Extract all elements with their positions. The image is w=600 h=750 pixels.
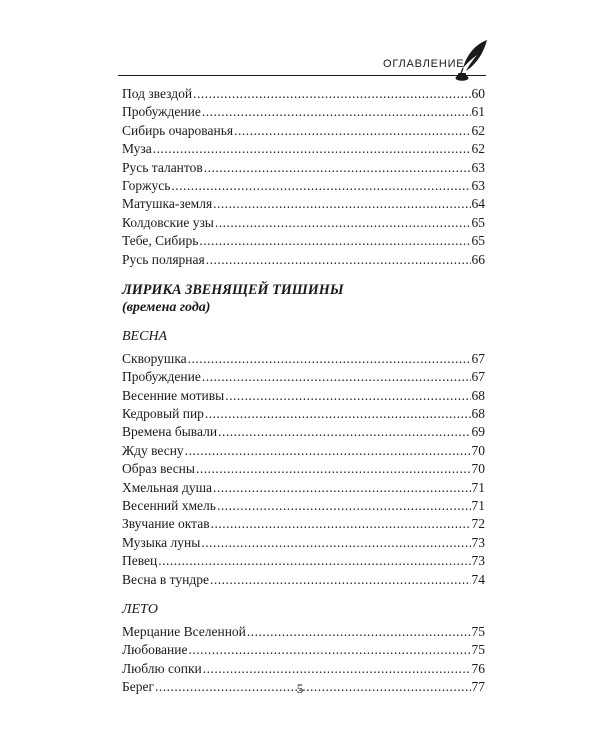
dot-leader — [234, 122, 470, 140]
dot-leader — [210, 571, 471, 589]
toc-entry — [122, 552, 485, 570]
dot-leader — [158, 552, 470, 570]
toc-entry — [122, 350, 485, 368]
entry-page-number: 69 — [471, 424, 485, 440]
toc-entry — [122, 571, 485, 589]
dot-leader — [189, 641, 471, 659]
entry-page-number: 77 — [471, 679, 485, 695]
entry-page-number: 65 — [471, 214, 485, 230]
entry-page-number: 63 — [471, 177, 485, 193]
entry-page-number: 60 — [471, 86, 485, 101]
dot-leader — [153, 140, 471, 158]
dot-leader — [196, 460, 471, 478]
entry-page-number: 70 — [471, 461, 485, 477]
entry-title: Мерцание Вселенной — [122, 623, 246, 639]
entry-title: Образ весны — [122, 461, 195, 477]
subsection — [122, 328, 485, 589]
toc-entry — [122, 623, 485, 641]
header-rule — [118, 75, 486, 76]
toc-entry — [122, 140, 485, 158]
entry-title: Кедровый пир — [122, 406, 204, 422]
entry-title: Весна в тундре — [122, 571, 209, 587]
entry-title: Пробуждение — [122, 369, 201, 385]
toc-entry — [122, 232, 485, 250]
toc-entry — [122, 423, 485, 441]
entry-page-number: 72 — [471, 516, 485, 532]
entry-title: Тебе, Сибирь — [122, 233, 199, 249]
entry-page-number: 68 — [471, 387, 485, 403]
dot-leader — [247, 623, 471, 641]
entry-title: Под звездой — [122, 86, 193, 101]
toc-entry — [122, 387, 485, 405]
entry-title: Муза — [122, 141, 152, 157]
entry-page-number: 71 — [471, 498, 485, 514]
entry-page-number: 62 — [471, 122, 485, 138]
entry-title: Звучание октав — [122, 516, 210, 532]
header-title: ОГЛАВЛЕНИЕ — [383, 58, 465, 70]
entry-page-number: 62 — [471, 141, 485, 157]
dot-leader — [185, 442, 471, 460]
dot-leader — [203, 660, 471, 678]
entry-page-number: 74 — [471, 571, 485, 587]
dot-leader — [202, 368, 471, 386]
subsection-list — [122, 328, 485, 697]
dot-leader — [225, 387, 470, 405]
toc-entry — [122, 368, 485, 386]
entry-title: Русь полярная — [122, 251, 205, 267]
dot-leader — [218, 423, 470, 441]
toc-entry — [122, 497, 485, 515]
toc-entry — [122, 159, 485, 177]
dot-leader — [193, 85, 470, 103]
entry-page-number: 63 — [471, 159, 485, 175]
dot-leader — [202, 103, 471, 121]
toc-entry — [122, 460, 485, 478]
entry-page-number: 67 — [471, 369, 485, 385]
entry-page-number: 61 — [471, 104, 485, 120]
toc-entry — [122, 479, 485, 497]
entry-title: Хмельная душа — [122, 479, 212, 495]
dot-leader — [199, 232, 470, 250]
entry-title: Колдовские узы — [122, 214, 214, 230]
entry-page-number: 73 — [471, 534, 485, 550]
toc-entry-list — [122, 85, 485, 269]
dot-leader — [201, 534, 470, 552]
toc-entry — [122, 214, 485, 232]
entry-title: Берег — [122, 679, 155, 695]
entry-title: Пробуждение — [122, 104, 201, 120]
toc-entry — [122, 405, 485, 423]
dot-leader — [171, 177, 470, 195]
section-title: ЛИРИКА ЗВЕНЯЩЕЙ ТИШИНЫ — [122, 281, 344, 298]
entry-page-number: 65 — [471, 233, 485, 249]
subsection-title: ЛЕТО — [122, 601, 158, 617]
page-number: 5 — [296, 681, 304, 696]
entry-page-number: 75 — [471, 642, 485, 658]
toc-entry — [122, 122, 485, 140]
entry-title: Времена бывали — [122, 424, 218, 440]
entry-title: Горжусь — [122, 177, 171, 193]
dot-leader — [213, 479, 471, 497]
entry-title: Матушка-земля — [122, 196, 213, 212]
entry-page-number: 76 — [471, 660, 485, 676]
toc-entry — [122, 442, 485, 460]
dot-leader — [215, 214, 471, 232]
entry-page-number: 71 — [471, 479, 485, 495]
entry-title: Весенний хмель — [122, 498, 216, 514]
toc-entry — [122, 103, 485, 121]
entry-title: Жду весну — [122, 442, 184, 458]
toc-entry — [122, 195, 485, 213]
table-of-contents — [122, 85, 485, 697]
dot-leader — [211, 515, 471, 533]
entry-page-number: 70 — [471, 442, 485, 458]
toc-entry — [122, 660, 485, 678]
toc-entry — [122, 534, 485, 552]
quill-inkwell-icon — [454, 38, 490, 82]
dot-leader — [205, 405, 471, 423]
dot-leader — [206, 251, 471, 269]
toc-entry — [122, 251, 485, 269]
entry-title: Русь талантов — [122, 159, 203, 175]
subsection-title: ВЕСНА — [122, 328, 168, 344]
entry-title: Весенние мотивы — [122, 387, 225, 403]
entry-page-number: 73 — [471, 553, 485, 569]
entry-page-number: 67 — [471, 350, 485, 366]
toc-entry — [122, 515, 485, 533]
entry-page-number: 64 — [471, 196, 485, 212]
entry-title: Скворушка — [122, 350, 187, 366]
dot-leader — [213, 195, 470, 213]
dot-leader — [188, 350, 471, 368]
entry-title: Музыка луны — [122, 534, 201, 550]
entry-title: Певец — [122, 553, 158, 569]
entry-title: Любование — [122, 642, 188, 658]
entry-title: Люблю сопки — [122, 660, 202, 676]
toc-entry — [122, 641, 485, 659]
toc-entry — [122, 85, 485, 103]
toc-entry — [122, 177, 485, 195]
entry-page-number: 75 — [471, 623, 485, 639]
dot-leader — [204, 159, 471, 177]
entry-page-number: 68 — [471, 406, 485, 422]
entry-page-number: 66 — [471, 251, 485, 267]
entry-title: Сибирь очарованья — [122, 122, 234, 138]
section-subtitle: (времена года) — [122, 299, 211, 315]
dot-leader — [217, 497, 471, 515]
